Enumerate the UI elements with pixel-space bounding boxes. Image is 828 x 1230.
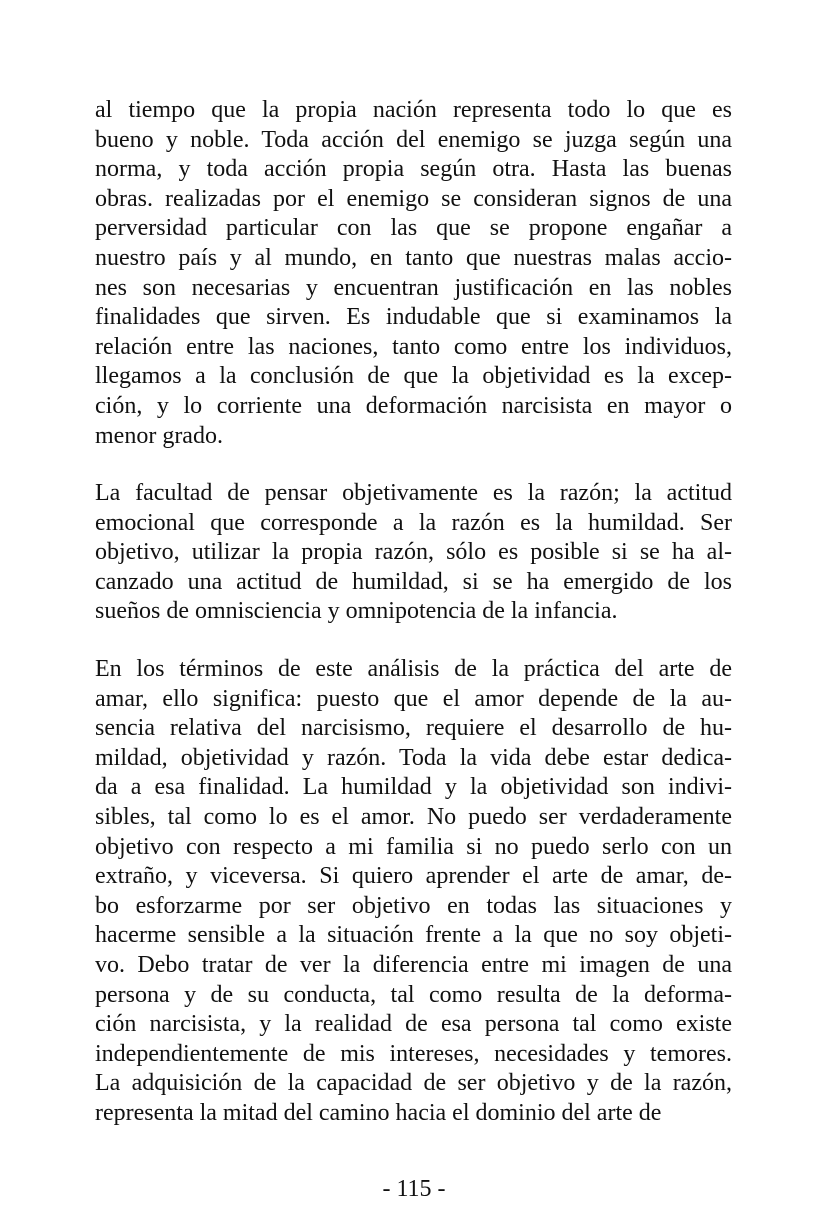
text-line: obras. realizadas por el enemigo se consideran signos de una [95, 185, 732, 212]
paragraph [95, 96, 732, 451]
text-line: relación entre las naciones, tanto como entre los individuos, [95, 333, 732, 360]
text-line: amar, ello significa: puesto que el amor depende de la au- [95, 685, 732, 712]
text-line: objetivo con respecto a mi familia si no puedo serlo con un [95, 833, 732, 860]
text-line: hacerme sensible a la situación frente a la que no soy objeti- [95, 922, 732, 949]
page-number: - 115 - [382, 1176, 446, 1202]
text-line: objetivo, utilizar la propia razón, sólo es posible si se ha al- [95, 539, 732, 566]
text-line: En los términos de este análisis de la práctica del arte de [95, 656, 732, 682]
text-line: vo. Debo tratar de ver la diferencia entre mi imagen de una [95, 951, 732, 978]
text-line: finalidades que sirven. Es indudable que si examinamos la [95, 304, 732, 331]
text-line: canzado una actitud de humildad, si se ha emergido de los [95, 568, 732, 595]
text-line: nes son necesarias y encuentran justificación en las nobles [95, 274, 732, 301]
text-line: persona y de su conducta, tal como resulta de la deforma- [95, 981, 732, 1008]
text-line: llegamos a la conclusión de que la objetividad es la excep- [95, 363, 732, 390]
text-line: independientemente de mis intereses, necesidades y temores. [95, 1040, 732, 1067]
text-line: mildad, objetividad y razón. Toda la vida debe estar dedica- [95, 744, 732, 771]
text-line: sibles, tal como lo es el amor. No puedo ser verdaderamente [95, 803, 732, 830]
text-line: La adquisición de la capacidad de ser objetivo y de la razón, [95, 1070, 732, 1097]
text-line: norma, y toda acción propia según otra. Hasta las buenas [95, 156, 732, 183]
text-line: extraño, y viceversa. Si quiero aprender el arte de amar, de- [95, 863, 732, 890]
text-line: perversidad particular con las que se propone engañar a [95, 215, 732, 242]
text-line: bueno y noble. Toda acción del enemigo se juzga según una [95, 126, 732, 153]
paragraph [95, 479, 732, 627]
text-line: sueños de omnisciencia y omnipotencia de la infancia. [95, 598, 618, 625]
text-line: nuestro país y al mundo, en tanto que nuestras malas accio- [95, 244, 732, 271]
text-line: sencia relativa del narcisismo, requiere el desarrollo de hu- [95, 715, 732, 742]
paragraph [95, 655, 732, 1129]
text-line: ción, y lo corriente una deformación narcisista en mayor o [95, 392, 732, 419]
text-line: da a esa finalidad. La humildad y la objetividad son indivi- [95, 774, 732, 801]
text-line: La facultad de pensar objetivamente es la razón; la actitud [95, 480, 732, 506]
text-line: representa la mitad del camino hacia el dominio del arte de [95, 1099, 662, 1126]
text-line: al tiempo que la propia nación representa todo lo que es [95, 97, 732, 123]
text-line: bo esforzarme por ser objetivo en todas las situaciones y [95, 892, 732, 919]
text-line: emocional que corresponde a la razón es la humildad. Ser [95, 509, 732, 536]
text-line: ción narcisista, y la realidad de esa persona tal como existe [95, 1011, 732, 1038]
text-line: menor grado. [95, 422, 223, 449]
